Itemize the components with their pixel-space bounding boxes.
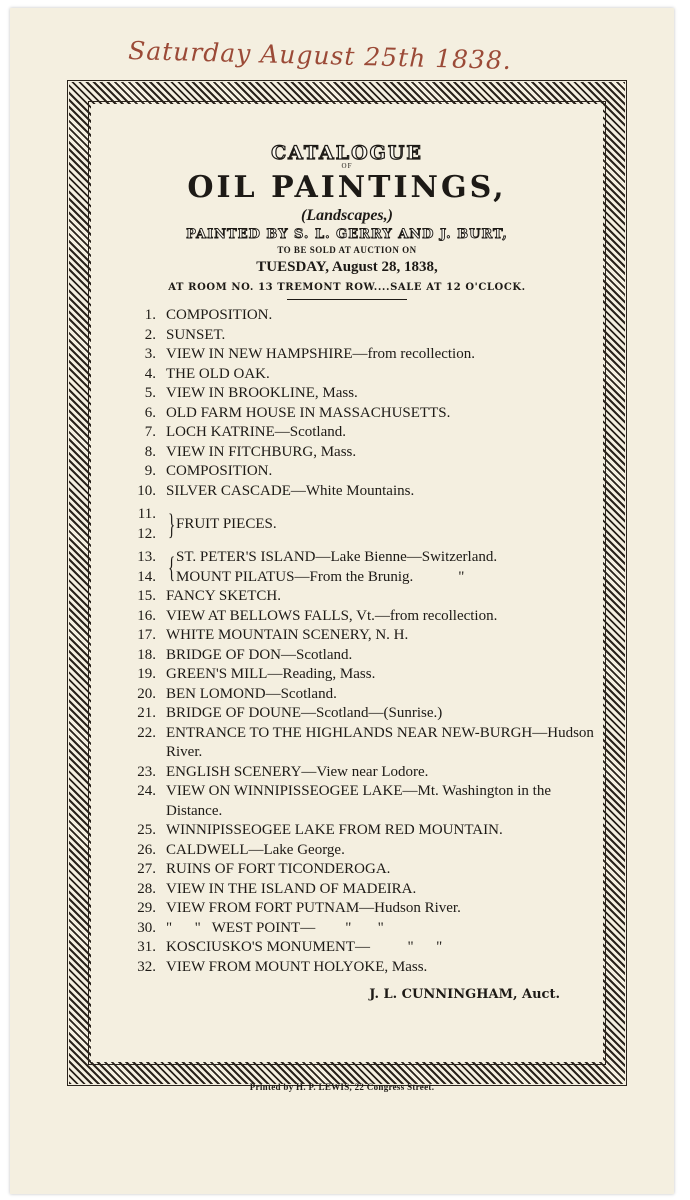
sale-location: AT ROOM NO. 13 TREMONT ROW....SALE AT 12 O'CLOCK. [168,282,526,293]
list-item: 15. FANCY SKETCH. [137,588,282,604]
list-item: 30. " " WEST POINT— " " [137,919,384,936]
catalogue-content [100,128,594,1002]
handwritten-date-inscription: Saturday August 25th 1838. [127,35,513,76]
list-item: 17. WHITE MOUNTAIN SCENERY, N. H. [137,627,409,643]
brace-icon: { [168,550,176,584]
list-item: 25. WINNIPISSEOGEE LAKE FROM RED MOUNTAIN. [137,822,503,838]
list-item: 20. BEN LOMOND—Scotland. [137,685,337,702]
list-item-paired: 13. 14. { ST. PETER'S ISLAND—Lake Bienne—Switzerland. MOUNT PILATUS—From the Brunig. " [137,549,498,585]
list-item: 19. GREEN'S MILL—Reading, Mass. [137,666,376,682]
divider [287,299,407,300]
painted-by-line: PAINTED BY S. L. GERRY AND J. BURT, [186,227,508,242]
list-item: 9. COMPOSITION. [144,463,273,479]
list-item: 31. KOSCIUSKO'S MONUMENT— " " [137,939,443,955]
list-item: 2. SUNSET. [144,326,226,343]
broadside-sheet [10,8,674,1194]
brace-icon: } [168,507,176,541]
auctioneer-signature: J. L. CUNNINGHAM, Auct. [369,987,560,1002]
list-item: 1. COMPOSITION. [144,307,273,323]
list-item: 6. OLD FARM HOUSE IN MASSACHUSETTS. [144,404,451,421]
list-item: 28. VIEW IN THE ISLAND OF MADEIRA. [137,880,417,897]
list-item: 8. VIEW IN FITCHBURG, Mass. [144,443,357,460]
page-title: OIL PAINTINGS, [187,170,507,205]
list-item: 3. VIEW IN NEW HAMPSHIRE—from recollection. [144,346,475,362]
list-item: 7. LOCH KATRINE—Scotland. [144,424,346,440]
list-item: 4. THE OLD OAK. [144,365,270,382]
list-item: 22. ENTRANCE TO THE HIGHLANDS NEAR NEW-BURGH—Hudson River. [137,724,594,760]
list-item: 27. RUINS OF FORT TICONDEROGA. [137,861,391,877]
list-item: 10. SILVER CASCADE—White Mountains. [137,482,415,499]
auction-notice: TO BE SOLD AT AUCTION ON [277,245,417,255]
heading-of: OF [341,162,353,170]
list-item: 24. VIEW ON WINNIPISSEOGEE LAKE—Mt. Washington in the Distance. [137,783,552,819]
list-item: 18. BRIDGE OF DON—Scotland. [137,646,353,663]
painting-list [100,306,594,977]
sale-date: TUESDAY, August 28, 1838, [256,259,438,275]
subtitle: (Landscapes,) [301,207,393,224]
list-item: 23. ENGLISH SCENERY—View near Lodore. [137,763,429,780]
list-item: 29. VIEW FROM FORT PUTNAM—Hudson River. [137,900,461,916]
printer-imprint: Printed by H. P. LEWIS, 22 Congress Street. [249,1082,435,1092]
list-item: 5. VIEW IN BROOKLINE, Mass. [144,385,358,401]
heading-catalogue: CATALOGUE [271,142,423,164]
list-item: 26. CALDWELL—Lake George. [137,841,345,858]
list-item: 21. BRIDGE OF DOUNE—Scotland—(Sunrise.) [137,705,443,721]
list-item-fruit-pieces: 11. 12. } FRUIT PIECES. [137,506,277,542]
list-item: 32. VIEW FROM MOUNT HOLYOKE, Mass. [137,958,428,975]
list-item: 16. VIEW AT BELLOWS FALLS, Vt.—from recollection. [137,607,498,624]
